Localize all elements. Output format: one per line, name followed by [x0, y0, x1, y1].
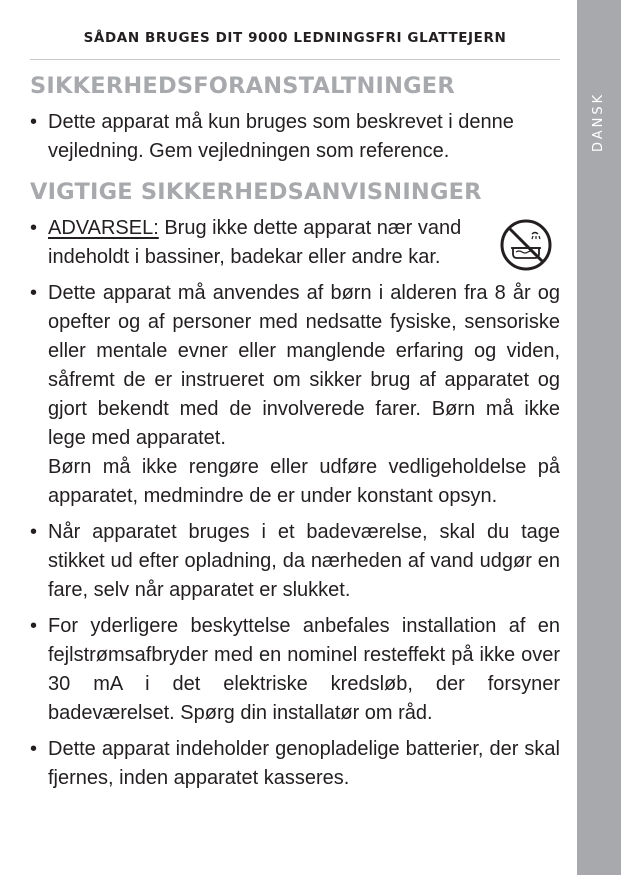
header-divider — [30, 59, 560, 60]
document-header-title: SÅDAN BRUGES DIT 9000 LEDNINGSFRI GLATTEJERN — [83, 30, 507, 46]
bullet-marker: • — [30, 738, 38, 760]
bathroom-bullet-item — [30, 518, 560, 605]
warning-label: ADVARSEL: — [48, 217, 159, 239]
safety-heading: SIKKERHEDSFORANSTALTNINGER — [30, 73, 455, 99]
warning-text-block — [48, 214, 490, 272]
rcd-bullet-item — [30, 612, 560, 728]
warning-text: Brug ikke dette apparat nær vand indeholdt i bassiner, badekar eller andre kar. — [48, 217, 462, 268]
bullet-marker: • — [30, 615, 38, 637]
language-side-tab: DANSK — [577, 0, 621, 875]
bullet-marker: • — [30, 521, 38, 543]
safety-bullet-item — [30, 108, 560, 166]
warning-bullet-item — [30, 214, 490, 272]
no-water-bath-icon — [499, 218, 553, 272]
battery-bullet-item — [30, 735, 560, 793]
rcd-text: For yderligere beskyttelse anbefales installation af en fejlstrømsafbryder med en nominel resteffekt på ikke over 30 mA i det elektriske kredsløb, der forsyner badeværelset. Spørg din installatør om råd. — [48, 615, 560, 724]
children-text-a: Dette apparat må anvendes af børn i alderen fra 8 år og opefter og af personer med nedsatte fysiske, sensoriske eller mentale evner eller manglende erfaring og viden, såfremt de er instrueret om sikker brug af apparatet og gjort bekendt med de involverede farer. Børn må ikke lege med apparatet. — [48, 282, 560, 449]
bullet-marker: • — [30, 217, 38, 239]
battery-text: Dette apparat indeholder genopladelige batterier, der skal fjernes, inden apparatet kasseres. — [48, 738, 560, 789]
bullet-marker: • — [30, 282, 38, 304]
children-bullet-item — [30, 279, 560, 511]
safety-text: Dette apparat må kun bruges som beskrevet i denne vejledning. Gem vejledningen som reference. — [48, 111, 514, 162]
important-heading: VIGTIGE SIKKERHEDSANVISNINGER — [30, 179, 482, 205]
children-text-b: Børn må ikke rengøre eller udføre vedligeholdelse på apparatet, medmindre de er under konstant opsyn. — [48, 456, 560, 507]
bullet-marker: • — [30, 111, 38, 133]
bathroom-text: Når apparatet bruges i et badeværelse, skal du tage stikket ud efter opladning, da nærheden af vand udgør en fare, selv når apparatet er slukket. — [48, 521, 560, 601]
